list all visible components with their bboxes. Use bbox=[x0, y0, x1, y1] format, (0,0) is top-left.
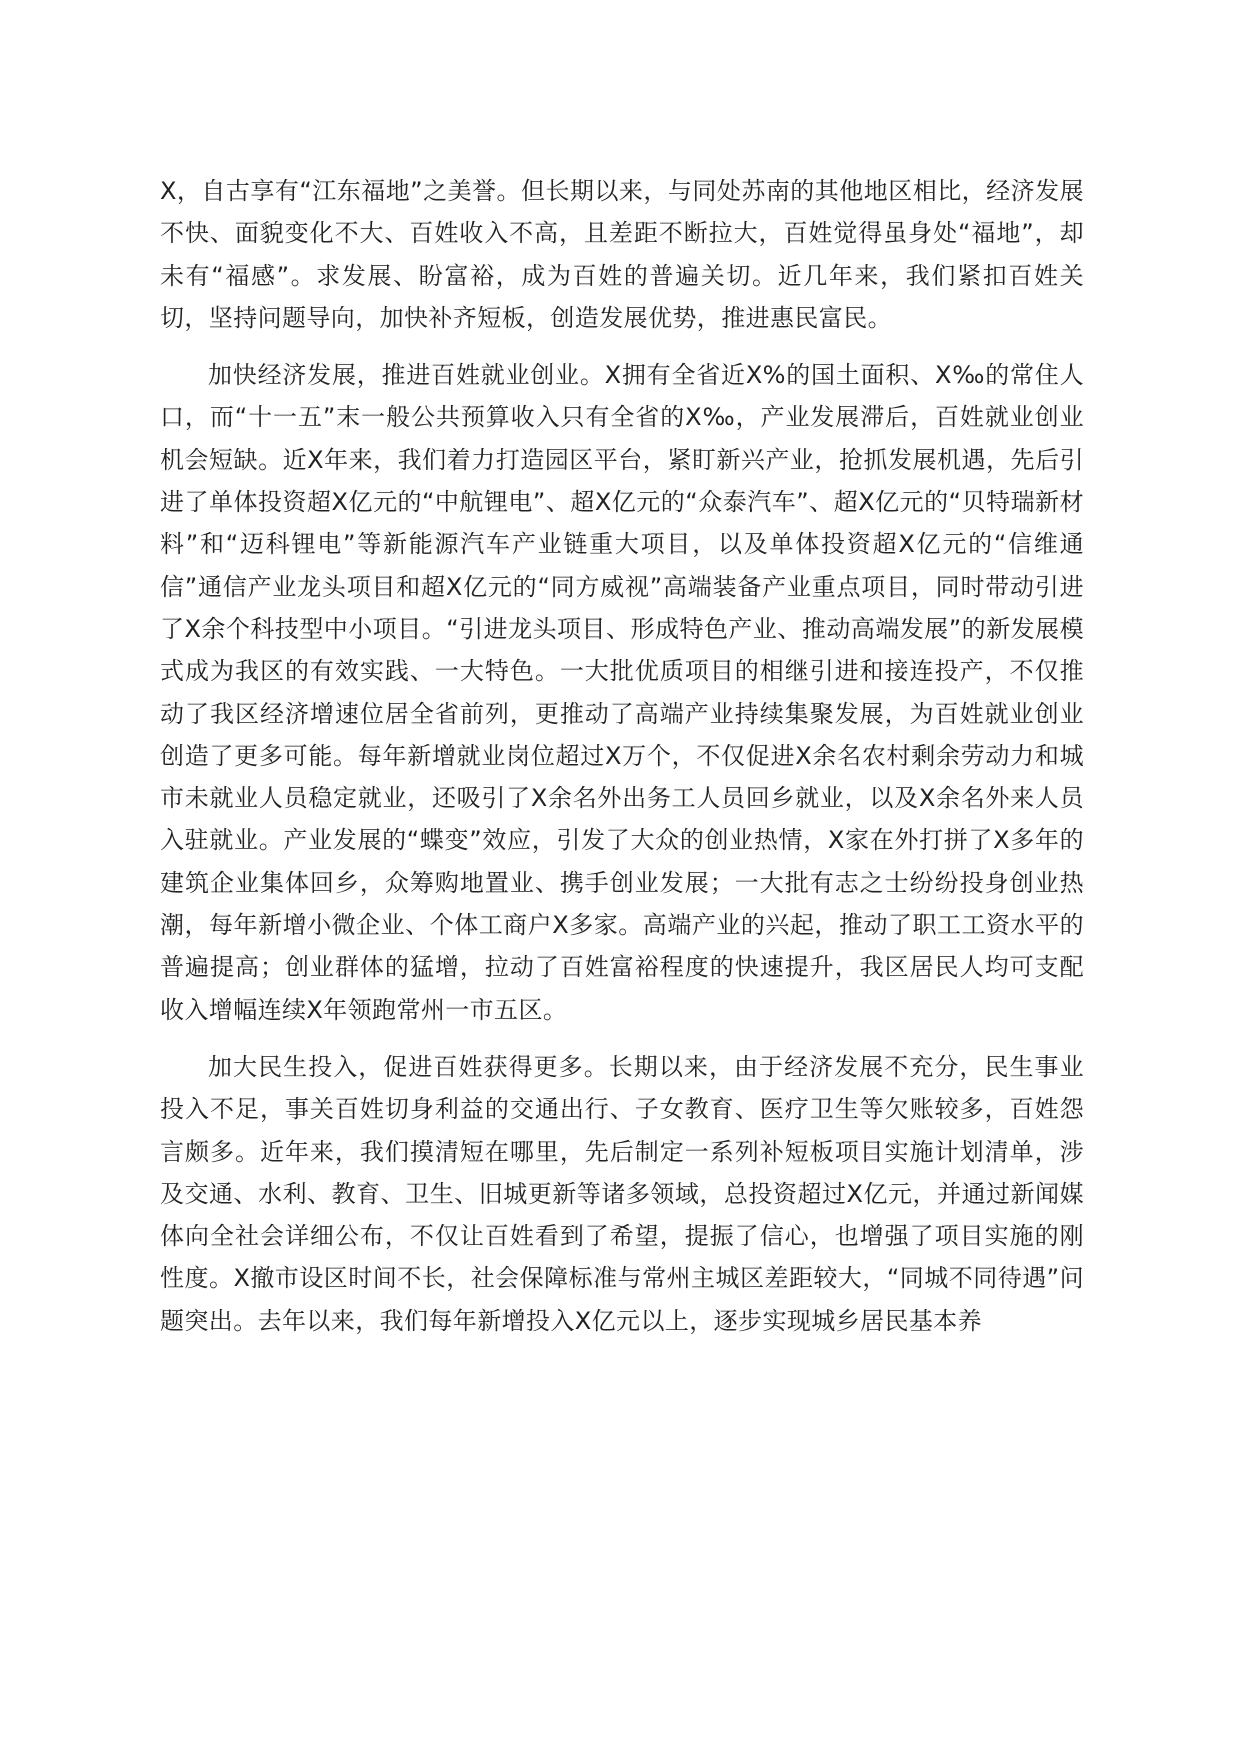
paragraph-1: X，自古享有“江东福地”之美誉。但长期以来，与同处苏南的其他地区相比，经济发展不快、面貌变化不大、百姓收入不高，且差距不断拉大，百姓觉得虽身处“福地”，却未有“福感”。求发展、盼富裕，成为百姓的普遍关切。近几年来，我们紧扣百姓关切，坚持问题导向，加快补齐短板，创造发展优势，推进惠民富民。 bbox=[160, 177, 1084, 332]
document-body bbox=[160, 170, 1084, 1357]
paragraph-2: 加快经济发展，推进百姓就业创业。X拥有全省近X%的国土面积、X‰的常住人口，而“十一五”末一般公共预算收入只有全省的X‰，产业发展滞后，百姓就业创业机会短缺。近X年来，我们着力打造园区平台，紧盯新兴产业，抢抓发展机遇，先后引进了单体投资超X亿元的“中航锂电”、超X亿元的“众泰汽车”、超X亿元的“贝特瑞新材料”和“迈科锂电”等新能源汽车产业链重大项目，以及单体投资超X亿元的“信维通信”通信产业龙头项目和超X亿元的“同方威视”高端装备产业重点项目，同时带动引进了X余个科技型中小项目。“引进龙头项目、形成特色产业、推动高端发展”的新发展模式成为我区的有效实践、一大特色。一大批优质项目的相继引进和接连投产，不仅推动了我区经济增速位居全省前列，更推动了高端产业持续集聚发展，为百姓就业创业创造了更多可能。每年新增就业岗位超过X万个，不仅促进X余名农村剩余劳动力和城市未就业人员稳定就业，还吸引了X余名外出务工人员回乡就业，以及X余名外来人员入驻就业。产业发展的“蝶变”效应，引发了大众的创业热情，X家在外打拼了X多年的建筑企业集体回乡，众筹购地置业、携手创业发展；一大批有志之士纷纷投身创业热潮，每年新增小微企业、个体工商户X多家。高端产业的兴起，推动了职工工资水平的普遍提高；创业群体的猛增，拉动了百姓富裕程度的快速提升，我区居民人均可支配收入增幅连续X年领跑常州一市五区。 bbox=[160, 361, 1084, 1024]
paragraph-3: 加大民生投入，促进百姓获得更多。长期以来，由于经济发展不充分，民生事业投入不足，事关百姓切身利益的交通出行、子女教育、医疗卫生等欠账较多，百姓怨言颇多。近年来，我们摸清短在哪里，先后制定一系列补短板项目实施计划清单，涉及交通、水利、教育、卫生、旧城更新等诸多领域，总投资超过X亿元，并通过新闻媒体向全社会详细公布，不仅让百姓看到了希望，提振了信心，也增强了项目实施的刚性度。X撤市设区时间不长，社会保障标准与常州主城区差距较大，“同城不同待遇”问题突出。去年以来，我们每年新增投入X亿元以上，逐步实现城乡居民基本养 bbox=[160, 1052, 1084, 1335]
